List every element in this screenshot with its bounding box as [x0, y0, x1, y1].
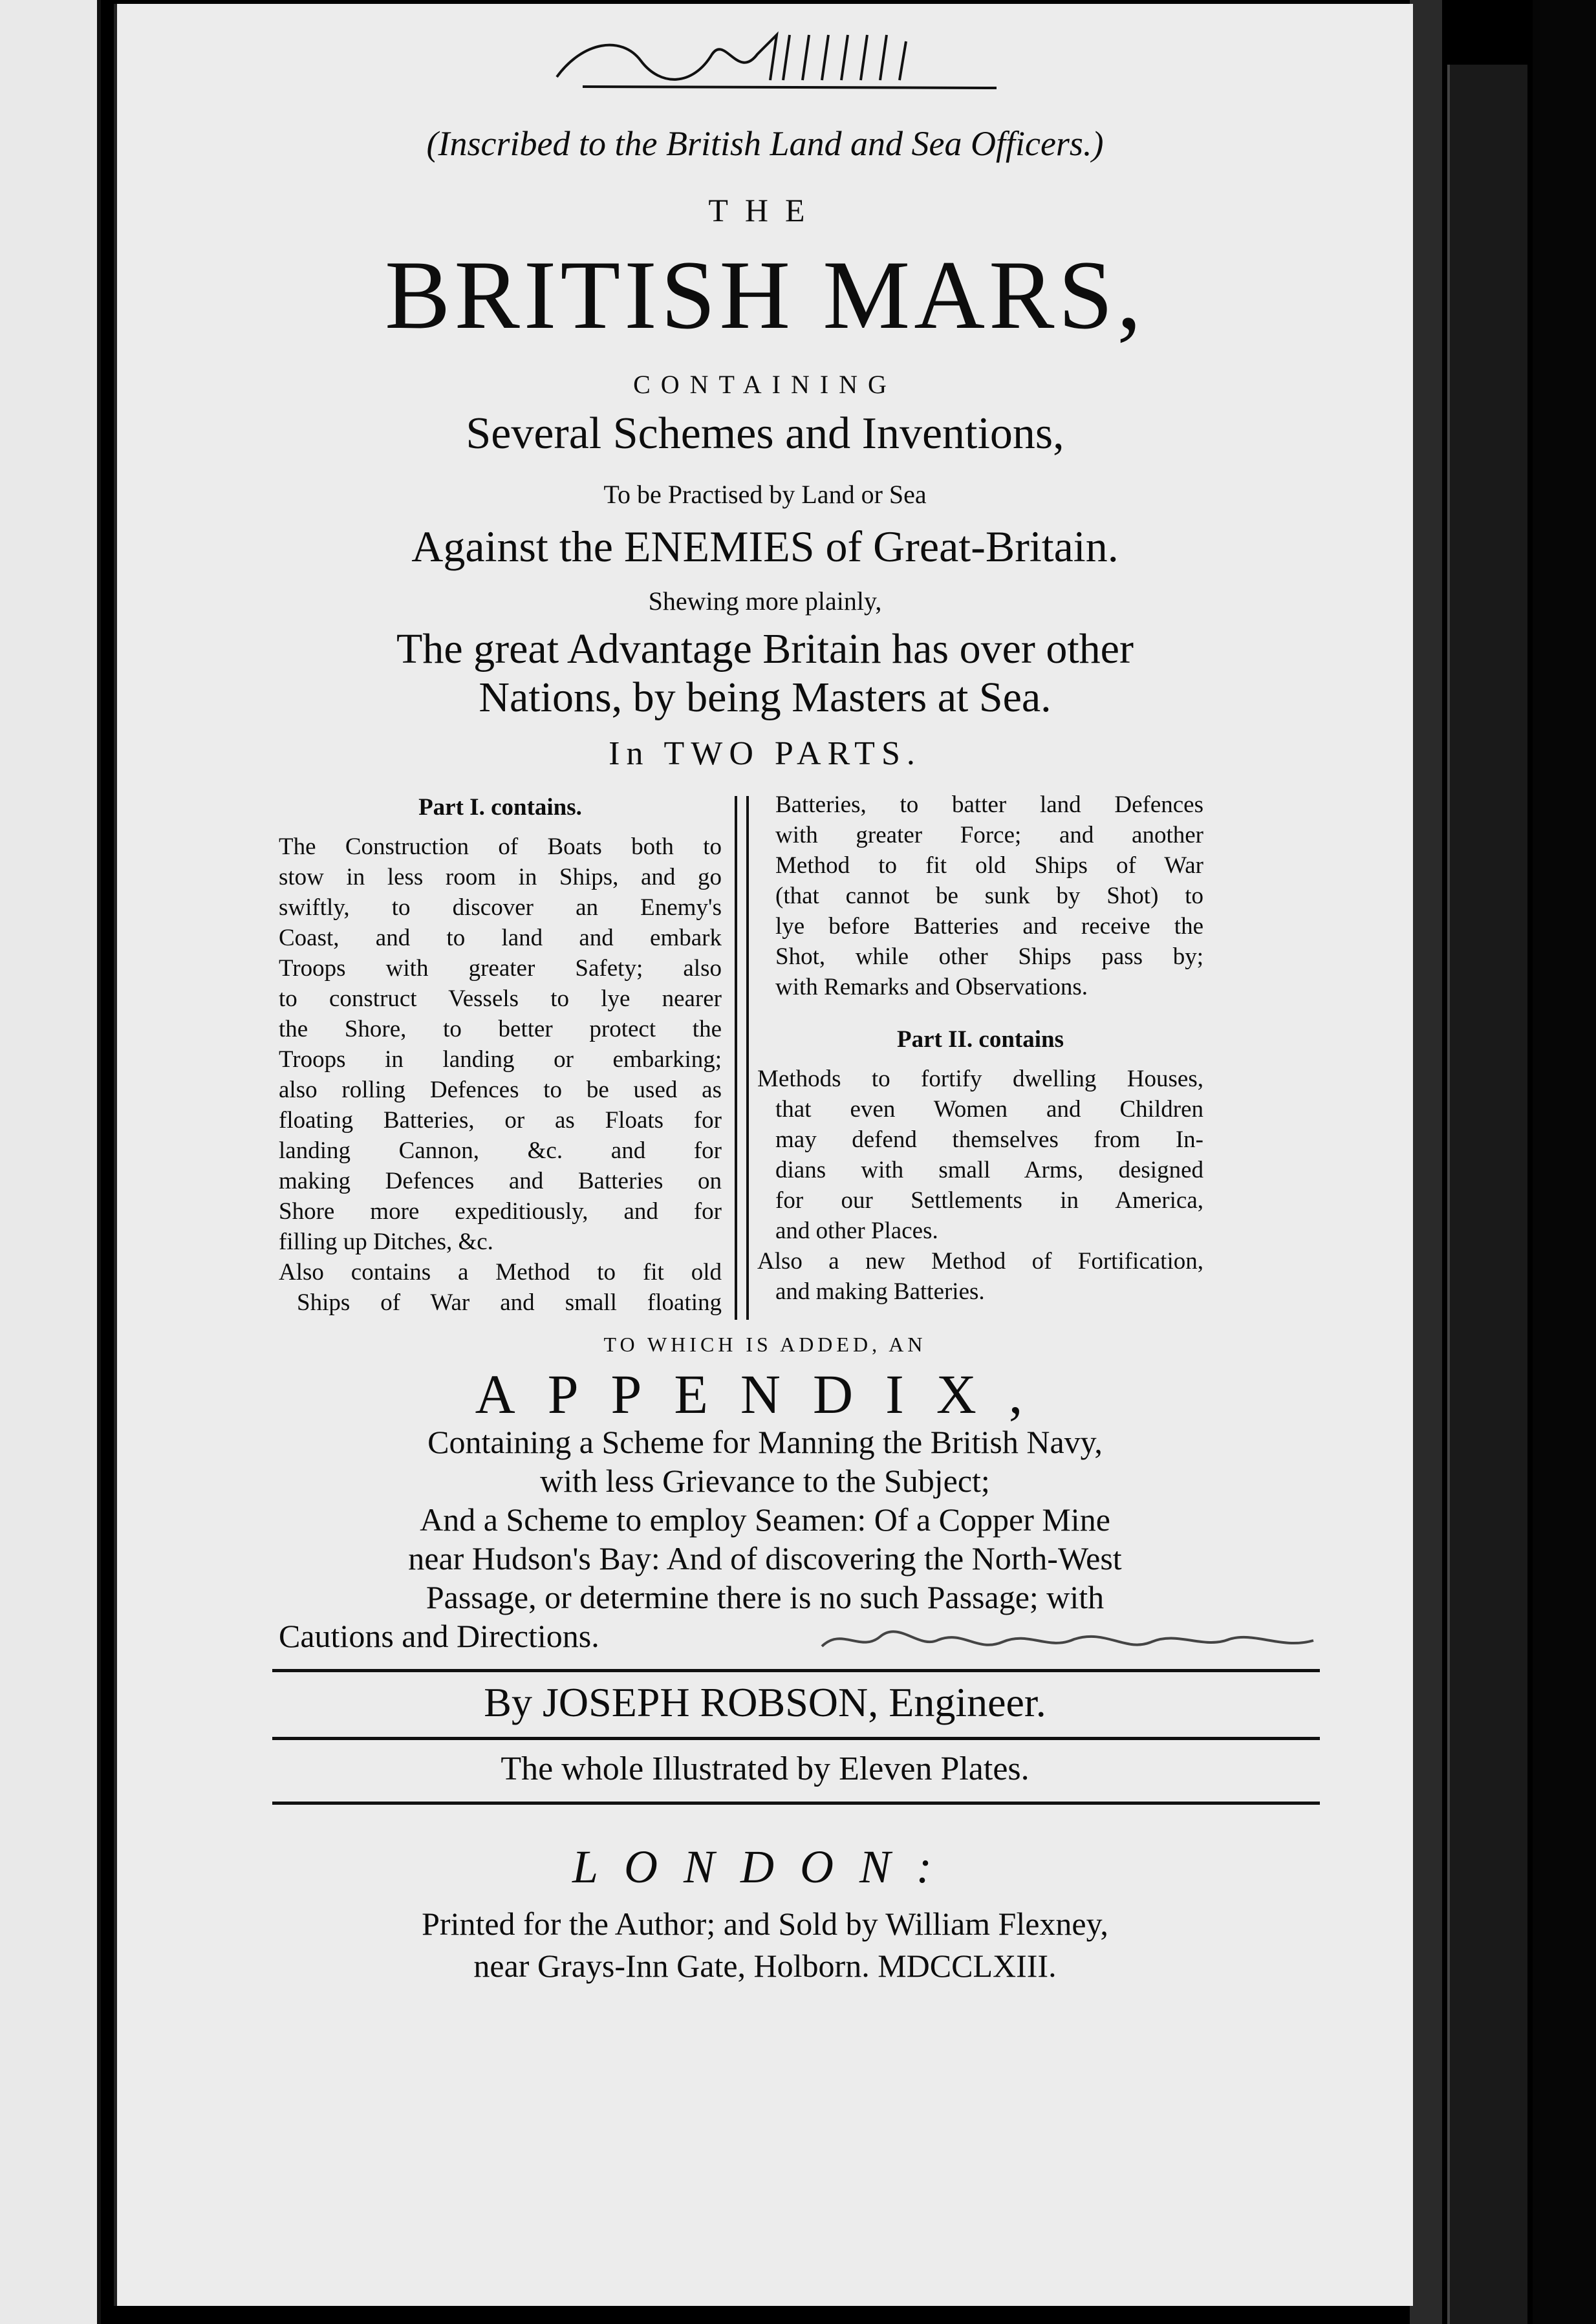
- part2-line: that even Women and Children: [775, 1096, 1203, 1123]
- part1-continued-line: with Remarks and Observations.: [775, 974, 1088, 1000]
- title-page: [114, 4, 1413, 2306]
- part1-continued-line: Batteries, to batter land Defences: [775, 791, 1203, 818]
- part1-line: swiftly, to discover an Enemy's: [279, 894, 722, 921]
- inscription: (Inscribed to the British Land and Sea Officers.): [426, 124, 1104, 163]
- part1-continued-line: (that cannot be sunk by Shot) to: [775, 883, 1203, 909]
- appendix-line-5: Passage, or determine there is no such Passage; with: [426, 1579, 1105, 1615]
- appendix-title: APPENDIX,: [475, 1363, 1055, 1425]
- part1-line: landing Cannon, &c. and for: [279, 1137, 722, 1164]
- advantage-line-2: Nations, by being Masters at Sea.: [479, 674, 1051, 721]
- title-article: THE: [708, 192, 822, 228]
- part1-line: Coast, and to land and embark: [279, 925, 722, 951]
- appendix-line-3: And a Scheme to employ Seamen: Of a Copper Mine: [420, 1501, 1110, 1538]
- part1-line: Troops in landing or embarking;: [279, 1046, 722, 1073]
- part1-continued-line: Shot, while other Ships pass by;: [775, 943, 1203, 970]
- part1-line: the Shore, to better protect the: [279, 1016, 722, 1042]
- part1-line: Shore more expeditiously, and for: [279, 1198, 722, 1225]
- appendix-line-4: near Hudson's Bay: And of discovering the North-West: [408, 1540, 1122, 1576]
- part2-line: Also a new Method of Fortification,: [757, 1248, 1203, 1275]
- practised-line: To be Practised by Land or Sea: [603, 480, 927, 509]
- part2-column: [757, 790, 1203, 1307]
- part2-line: may defend themselves from In-: [775, 1126, 1203, 1153]
- part1-column: [279, 790, 722, 1318]
- main-title: BRITISH MARS,: [385, 241, 1145, 349]
- book-cover-edge: [1533, 0, 1596, 2324]
- advantage-line-1: The great Advantage Britain has over other: [396, 625, 1134, 672]
- part2-line: Methods to fortify dwelling Houses,: [757, 1066, 1203, 1092]
- part2-line: dians with small Arms, designed: [775, 1157, 1203, 1183]
- shewing-line: Shewing more plainly,: [648, 586, 882, 616]
- part1-line: filling up Ditches, &c.: [279, 1229, 493, 1255]
- part2-line: for our Settlements in America,: [775, 1187, 1203, 1214]
- rule-top: [272, 1669, 1320, 1672]
- appendix-line-1: Containing a Scheme for Manning the British Navy,: [427, 1424, 1103, 1460]
- part1-line: also rolling Defences to be used as: [279, 1077, 722, 1103]
- book-binding-edge: [1410, 0, 1442, 2324]
- facing-page-edge: [0, 0, 101, 2324]
- part2-line: and other Places.: [775, 1218, 938, 1244]
- part1-continued-line: lye before Batteries and receive the: [775, 913, 1203, 940]
- part1-line: making Defences and Batteries on: [279, 1168, 722, 1194]
- part2-heading: Part II. contains: [897, 1026, 1064, 1053]
- book-spine-shadow: [1447, 65, 1527, 2324]
- appendix-line-2: with less Grievance to the Subject;: [540, 1463, 990, 1499]
- imprint-city: LONDON:: [572, 1841, 958, 1893]
- part1-heading: Part I. contains.: [418, 794, 582, 821]
- author-byline: By JOSEPH ROBSON, Engineer.: [484, 1679, 1046, 1725]
- appendix-intro: TO WHICH IS ADDED, AN: [603, 1333, 927, 1356]
- part1-line: Also contains a Method to fit old: [279, 1259, 722, 1286]
- column-divider: [735, 796, 749, 1320]
- handwritten-annotation-drawing: [815, 1617, 1320, 1662]
- handwritten-shelf-mark-drawing: [544, 16, 1035, 100]
- containing-label: CONTAINING: [633, 370, 897, 399]
- illustrated-line: The whole Illustrated by Eleven Plates.: [501, 1750, 1030, 1787]
- part1-line: to construct Vessels to lye nearer: [279, 985, 722, 1012]
- handwritten-shelf-mark: [544, 16, 1035, 100]
- part1-line: The Construction of Boats both to: [279, 834, 722, 860]
- part1-continued-line: with greater Force; and another: [775, 822, 1203, 848]
- appendix-line-6: Cautions and Directions.: [279, 1618, 599, 1654]
- rule-middle: [272, 1737, 1320, 1740]
- against-line: Against the ENEMIES of Great-Britain.: [411, 522, 1119, 571]
- schemes-line: Several Schemes and Inventions,: [466, 409, 1064, 458]
- part1-line: stow in less room in Ships, and go: [279, 864, 722, 890]
- imprint-line-1: Printed for the Author; and Sold by William Flexney,: [422, 1906, 1108, 1942]
- part1-line: Troops with greater Safety; also: [279, 955, 722, 982]
- part2-line: and making Batteries.: [775, 1278, 985, 1305]
- imprint-line-2: near Grays-Inn Gate, Holborn. MDCCLXIII.: [473, 1948, 1057, 1984]
- part1-continued-line: Method to fit old Ships of War: [775, 852, 1203, 879]
- rule-bottom: [272, 1802, 1320, 1805]
- part1-line: Ships of War and small floating: [297, 1289, 722, 1316]
- two-parts-line: In TWO PARTS.: [609, 735, 922, 772]
- handwritten-annotation: [815, 1617, 1320, 1662]
- part1-line: floating Batteries, or as Floats for: [279, 1107, 722, 1134]
